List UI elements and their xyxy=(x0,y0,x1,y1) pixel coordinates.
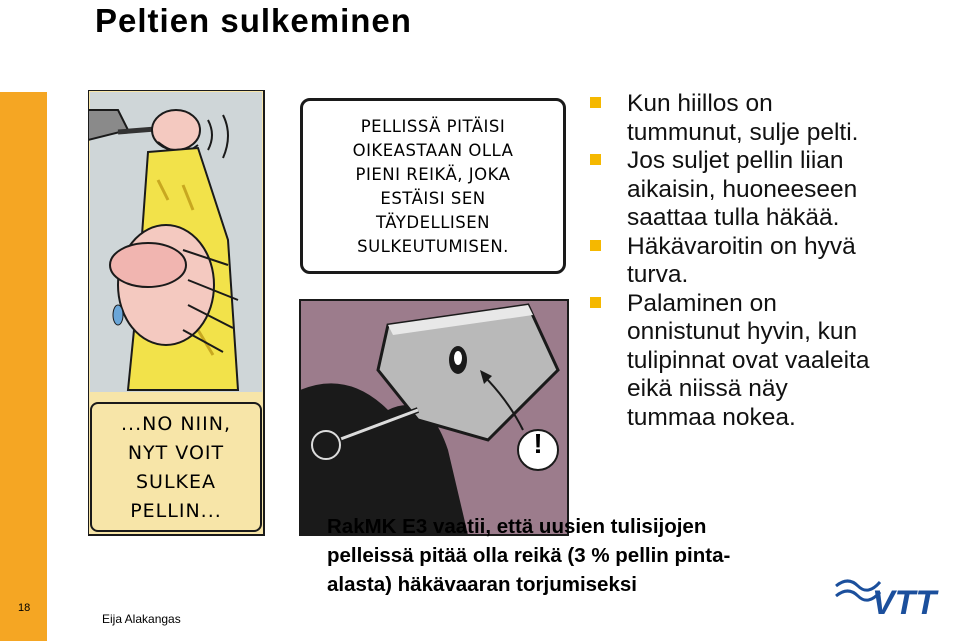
right-panel xyxy=(300,300,568,535)
bullet-text: turva. xyxy=(627,261,689,288)
bullet-text: tulipinnat ovat vaaleita xyxy=(627,346,870,374)
bullet-text: Palaminen on xyxy=(627,289,777,317)
bullet-text: saattaa tulla häkää. xyxy=(627,204,840,231)
bullet-text: Häkävaroitin on hyvä xyxy=(627,232,856,260)
bullet-text: tummaa nokea. xyxy=(627,403,796,431)
caption-line: PIENI REIKÄ, JOKA xyxy=(355,165,511,184)
bullet-text: onnistunut hyvin, kun xyxy=(627,318,858,345)
bullet-list xyxy=(587,90,957,432)
caption-line: SULKEA xyxy=(135,471,216,493)
caption-line: ...NO NIIN, xyxy=(121,413,231,435)
bullet-item xyxy=(587,233,957,290)
vtt-logo-text: VTT xyxy=(872,584,937,620)
page-number: 18 xyxy=(18,602,31,614)
bullet-item xyxy=(587,147,957,233)
bullet-item xyxy=(587,90,957,147)
speech-bubble-top xyxy=(300,98,566,274)
slide-title: Peltien sulkeminen xyxy=(95,2,412,39)
bullet-text: Jos suljet pellin liian xyxy=(627,147,844,174)
bullet-square-icon xyxy=(590,297,601,308)
caption-line: SULKEUTUMISEN. xyxy=(357,237,509,256)
caption-line: NYT VOIT xyxy=(127,442,225,464)
bullet-square-icon xyxy=(590,240,601,251)
bullet-text: eikä niissä näy xyxy=(627,375,788,402)
vtt-logo xyxy=(832,568,958,620)
speech-bubble-left xyxy=(90,402,262,532)
caption-line: ESTÄISI SEN xyxy=(380,189,486,208)
exclamation-mark: ! xyxy=(533,428,543,459)
caption-line: PELLISSÄ PITÄISI xyxy=(360,117,506,136)
note-line: alasta) häkävaaran torjumiseksi xyxy=(327,573,637,596)
bullet-square-icon xyxy=(590,154,601,165)
caption-line: PELLIN... xyxy=(130,500,222,522)
regulation-note xyxy=(327,512,730,599)
caption-line: OIKEASTAAN OLLA xyxy=(352,141,514,160)
bullet-item xyxy=(587,290,957,433)
bullet-text: aikaisin, huoneeseen xyxy=(627,175,858,203)
bullet-square-icon xyxy=(590,97,601,108)
note-line: RakMK E3 vaatii, että uusien tulisijojen xyxy=(327,515,707,538)
note-line: pelleissä pitää olla reikä (3 % pellin pinta- xyxy=(327,544,731,567)
caption-line: TÄYDELLISEN xyxy=(375,213,490,232)
bullet-text: Kun hiillos on xyxy=(627,90,773,117)
accent-stripe xyxy=(0,92,47,641)
author-name: Eija Alakangas xyxy=(102,612,181,626)
bullet-text: tummunut, sulje pelti. xyxy=(627,118,859,146)
